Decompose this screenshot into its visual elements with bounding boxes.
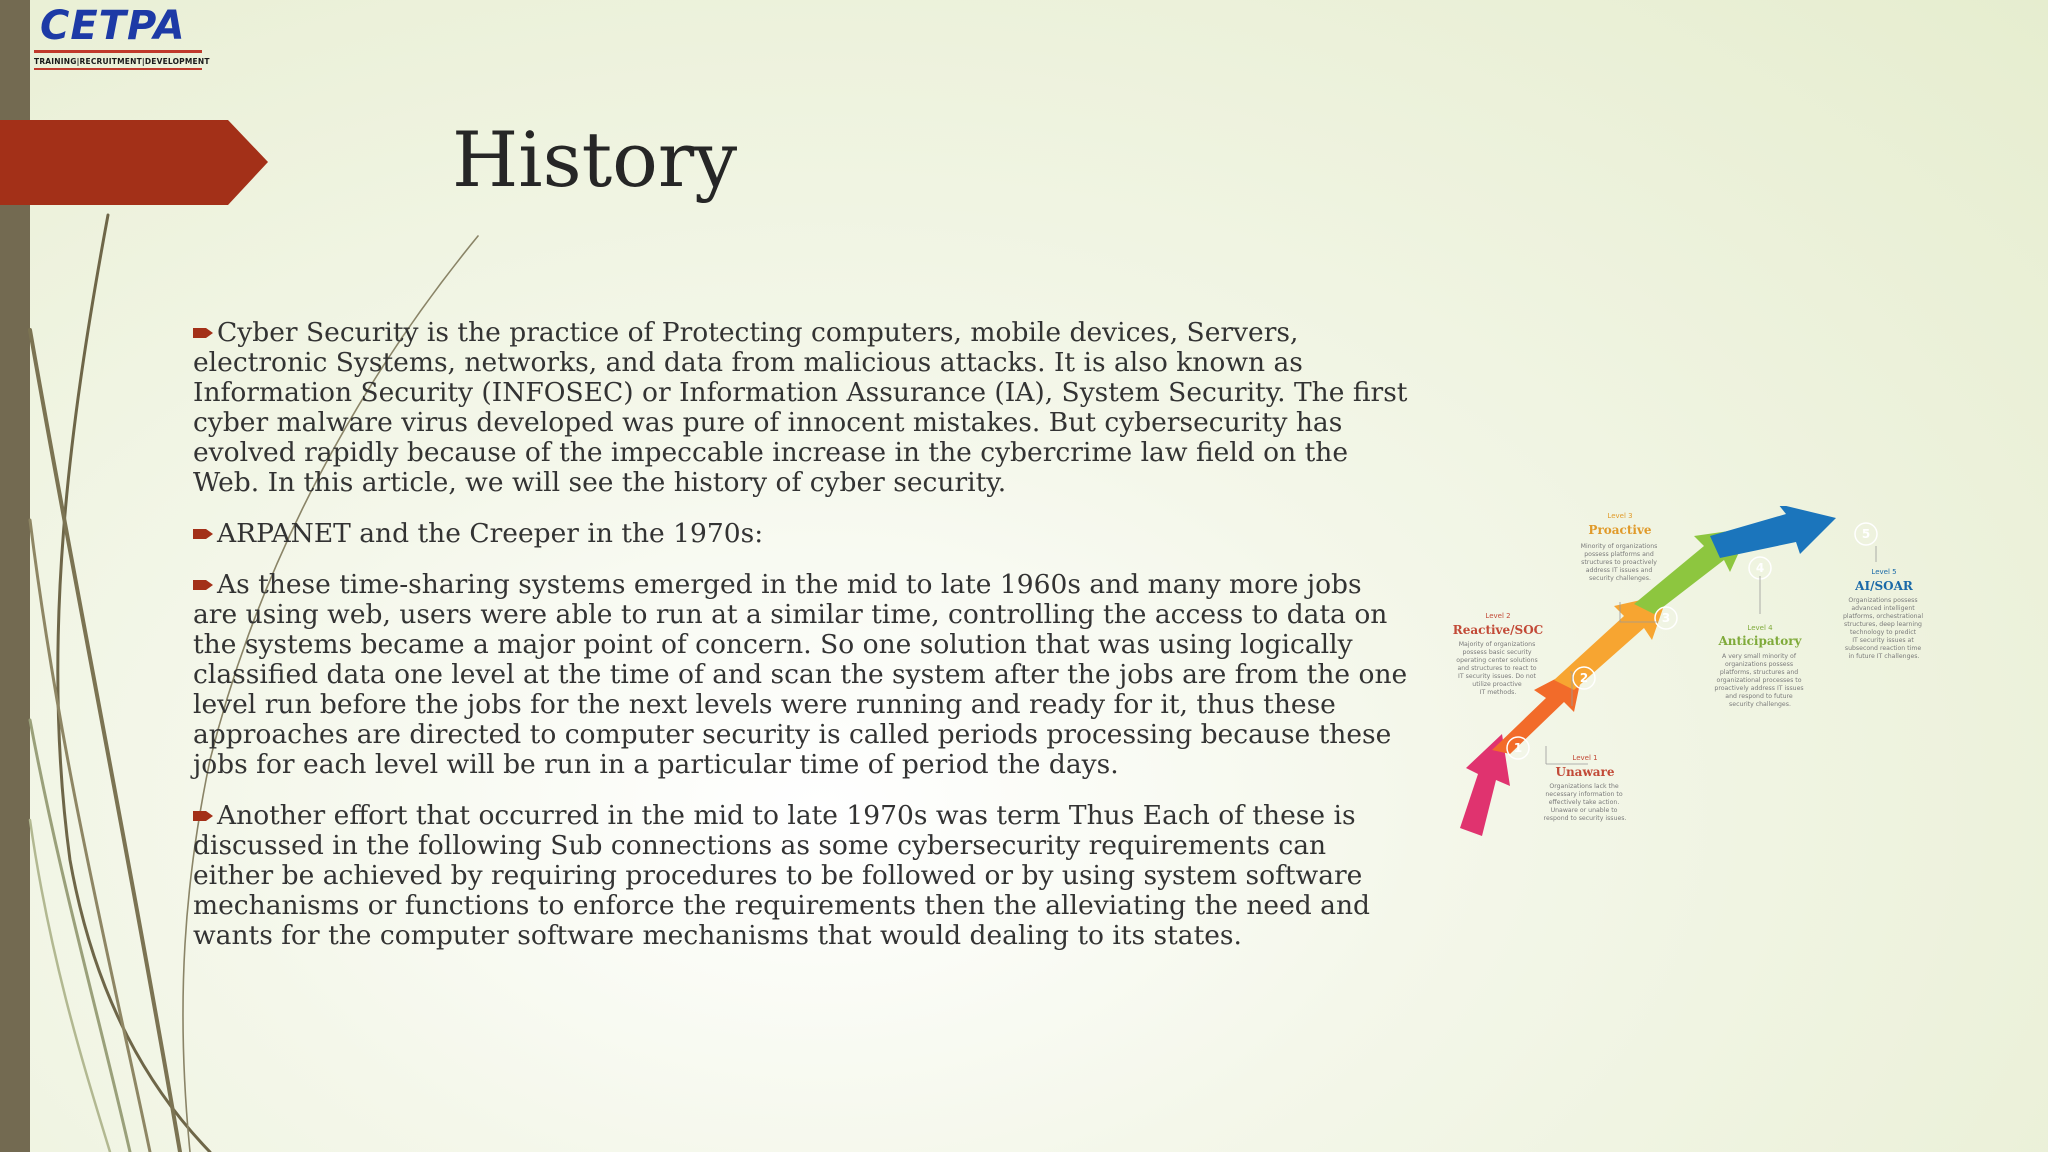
level-3-tag: Level 3	[1607, 512, 1633, 520]
level-5-name: AI/SOAR	[1855, 579, 1913, 593]
level-2-name: Reactive/SOC	[1452, 623, 1544, 637]
level-3-name: Proactive	[1588, 523, 1652, 537]
level-1-name: Unaware	[1555, 765, 1615, 779]
title-arrow-shape	[0, 120, 268, 205]
paragraph	[193, 570, 1411, 780]
level-2-number: 2	[1579, 671, 1589, 685]
level-5-number: 5	[1861, 527, 1871, 541]
arrow-bullet-icon	[193, 809, 215, 823]
level-4-number: 4	[1755, 561, 1765, 575]
slide-body	[193, 318, 1411, 972]
level-2-tag: Level 2	[1485, 612, 1511, 620]
level-2-desc: Majority of organizations possess basic security operating center solutions and structures to react to IT security issues. Do not utilize proactive IT methods.	[1456, 641, 1538, 696]
paragraph-text: ARPANET and the Creeper in the 1970s:	[217, 518, 764, 549]
level-1-tag: Level 1	[1572, 754, 1598, 762]
level-5-tag: Level 5	[1871, 568, 1897, 576]
level-4-name: Anticipatory	[1718, 634, 1802, 648]
logo-tagline: TRAINING|RECRUITMENT|DEVELOPMENT	[34, 57, 210, 66]
level-3-number: 3	[1661, 611, 1671, 625]
paragraph	[193, 519, 1411, 549]
maturity-levels-figure	[1448, 506, 1938, 852]
level-4-tag: Level 4	[1747, 624, 1773, 632]
arrow-bullet-icon	[193, 578, 215, 592]
level-1-desc: Organizations lack the necessary information to effectively take action. Unaware or unable to respond to security issues.	[1543, 783, 1627, 822]
paragraph	[193, 318, 1411, 498]
logo-divider-bottom	[34, 68, 202, 70]
level-5-arrow	[1710, 506, 1836, 558]
paragraph-text: Another effort that occurred in the mid to late 1970s was term Thus Each of these is discussed in the following Sub connections as some cybersecurity requirements can either be achieved by requiring procedures to be followed or by using system software mechanisms or functions to enforce the requirements then the alleviating the need and wants for the computer software mechanisms that would dealing to its states.	[193, 800, 1370, 951]
logo-divider	[34, 50, 202, 53]
slide-title: History	[452, 115, 738, 204]
arrow-bullet-icon	[193, 326, 215, 340]
paragraph-text: As these time-sharing systems emerged in the mid to late 1960s and many more jobs are using web, users were able to run at a similar time, controlling the access to data on the systems became a major point of concern. So one solution that was using logically classified data one level at the time of and scan the system after the jobs are from the one level run before the jobs for the next levels were running and ready for it, thus these approaches are directed to computer security is called periods processing because these jobs for each level will be run in a particular time of period the days.	[193, 569, 1408, 780]
paragraph	[193, 801, 1411, 951]
cetpa-logo[interactable]	[34, 3, 210, 68]
logo-wordmark: CETPA	[40, 3, 186, 49]
paragraph-text: Cyber Security is the practice of Protecting computers, mobile devices, Servers, electronic Systems, networks, and data from malicious attacks. It is also known as Information Security (INFOSEC) or Information Assurance (IA), System Security. The first cyber malware virus developed was pure of innocent mistakes. But cybersecurity has evolved rapidly because of the impeccable increase in the cybercrime law field on the Web. In this article, we will see the history of cyber security.	[193, 317, 1408, 498]
level-4-desc: A very small minority of organizations possess platforms, structures and organizational processes to proactively address IT issues and respond to future security challenges.	[1714, 653, 1804, 708]
level-1-number: 1	[1513, 741, 1523, 755]
level-5-desc: Organizations possess advanced intelligent platforms, orchestrational structures, deep learning technology to predict IT security issues at subsecond reaction time in future IT challenges.	[1842, 597, 1924, 660]
level-3-desc: Minority of organizations possess platforms and structures to proactively address IT issues and security challenges.	[1580, 543, 1658, 582]
arrow-bullet-icon	[193, 527, 215, 541]
